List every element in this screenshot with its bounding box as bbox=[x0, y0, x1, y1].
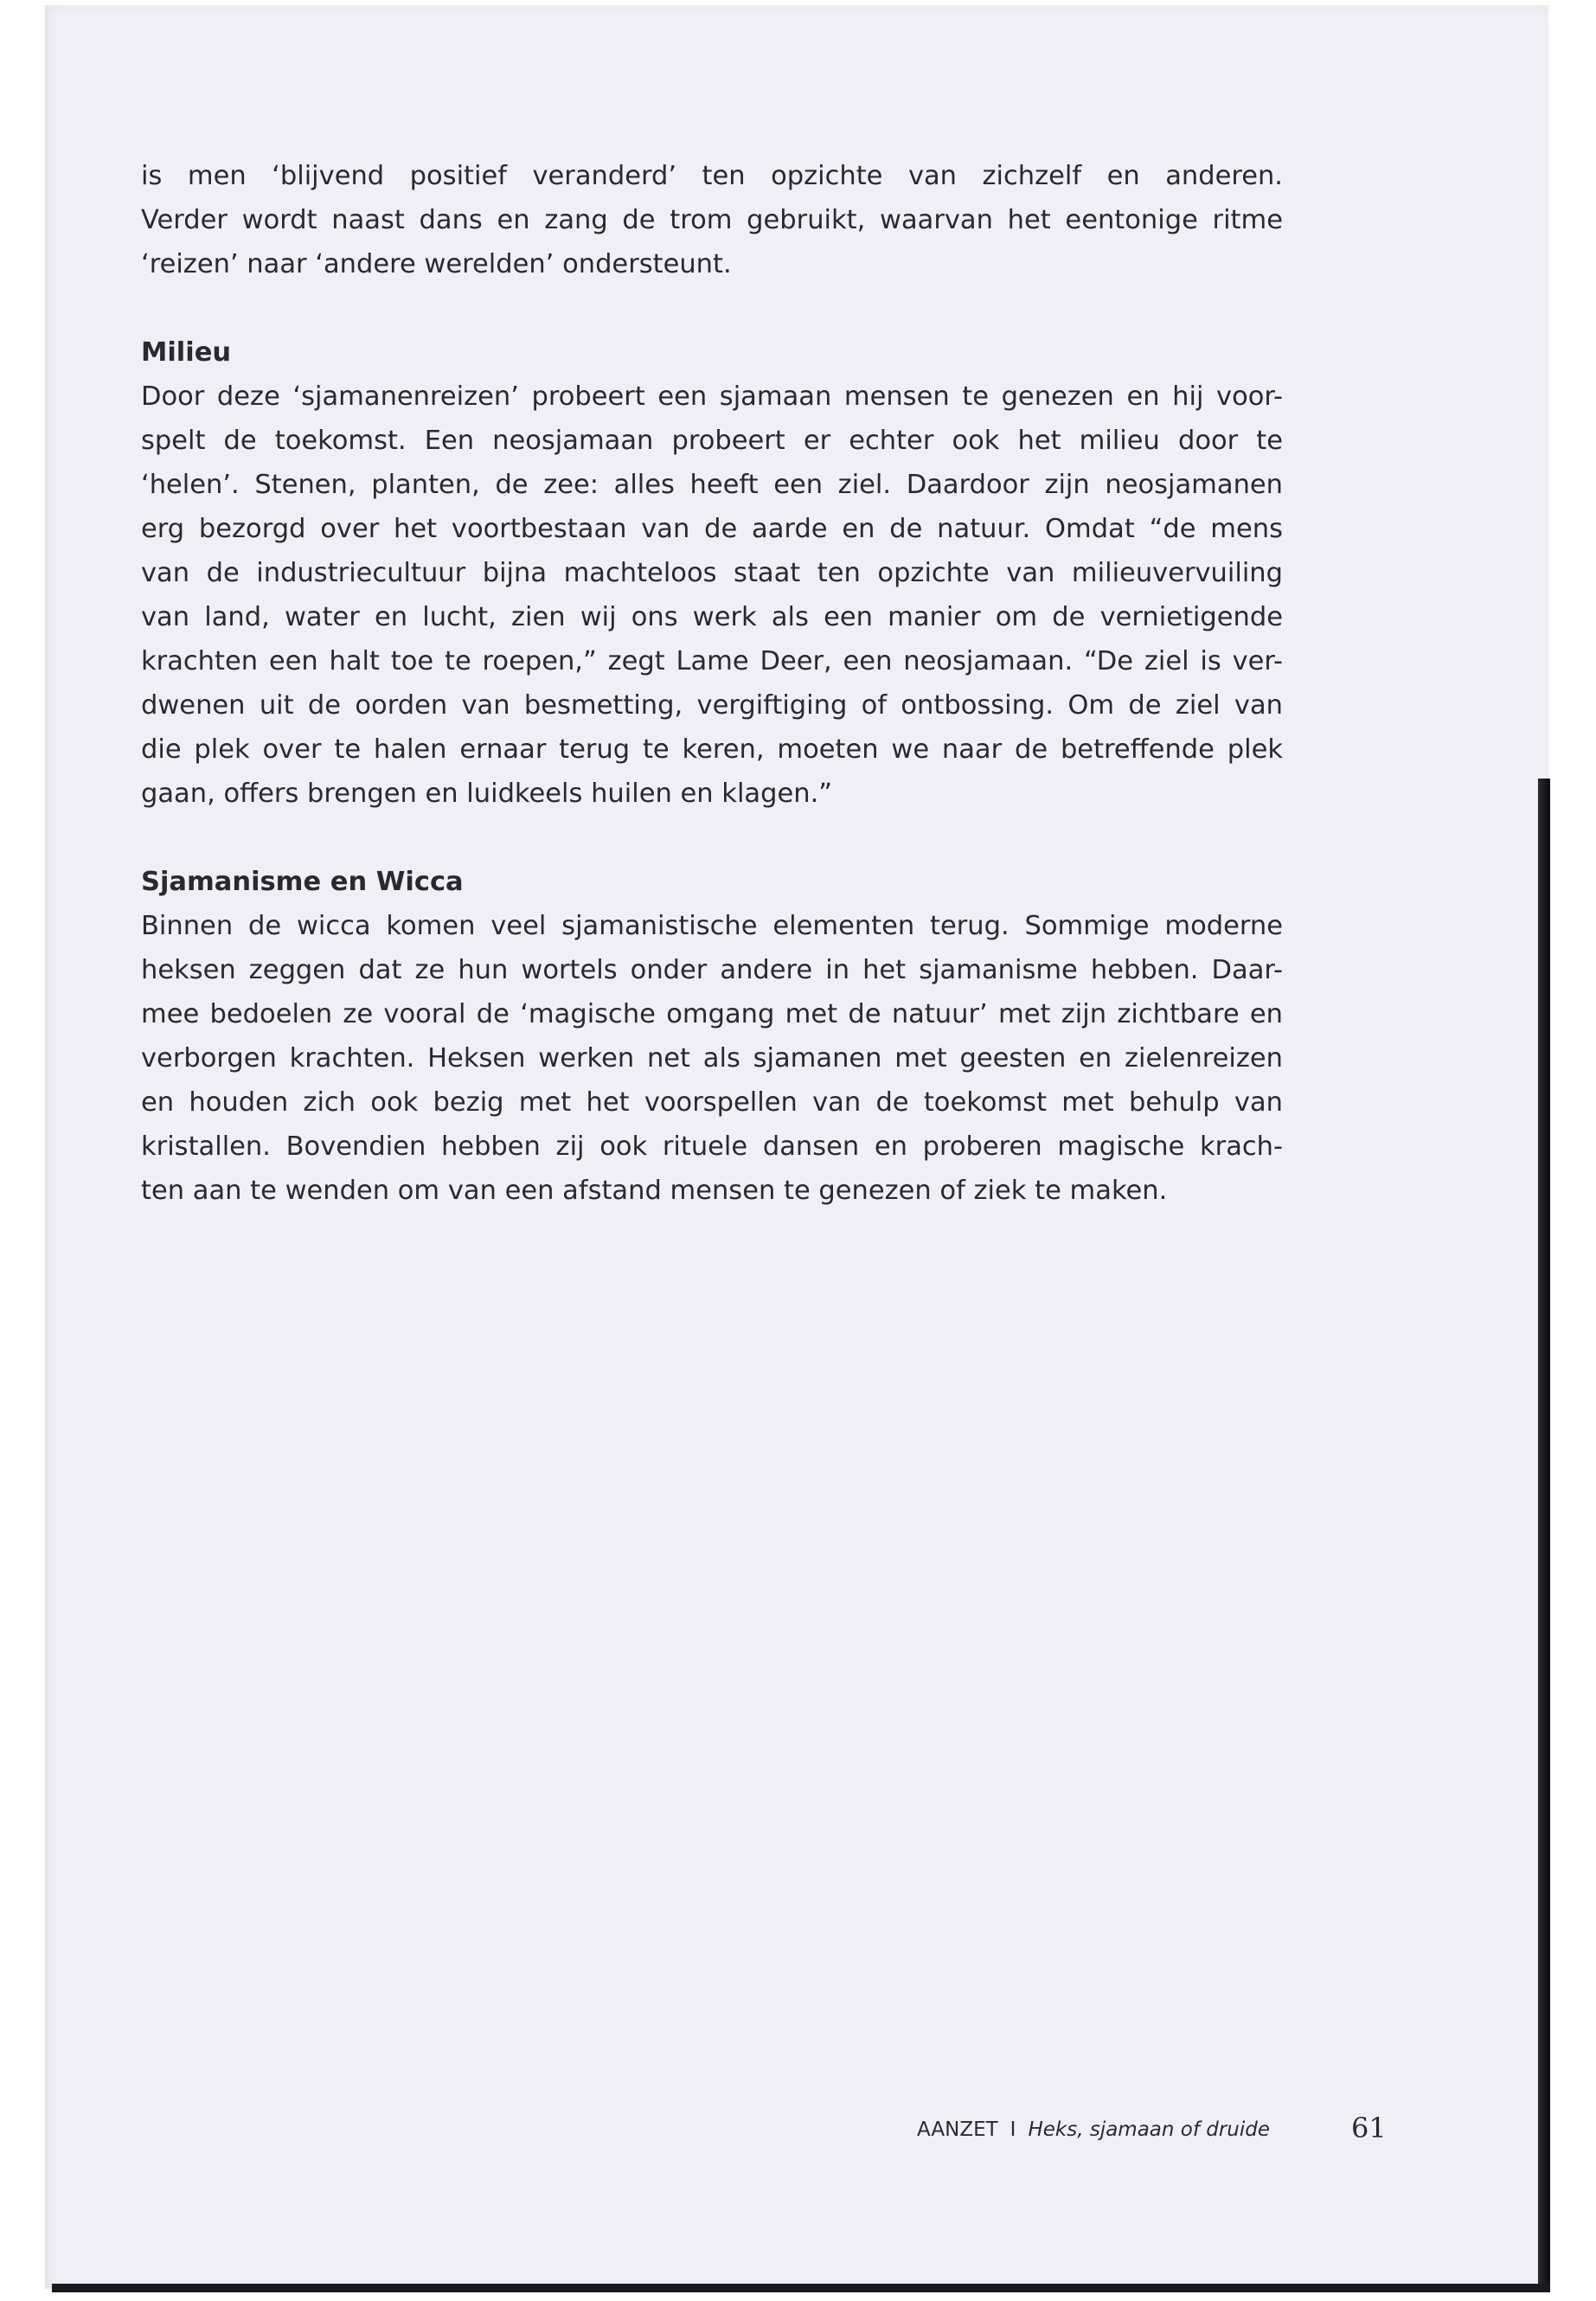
section-sjamanisme-en-wicca bbox=[141, 860, 1283, 1213]
page-number: 61 bbox=[1351, 2112, 1387, 2144]
section-paragraph bbox=[141, 904, 1283, 1213]
page-right-edge-shadow bbox=[1538, 779, 1550, 2292]
running-footer bbox=[917, 2111, 1393, 2149]
text-line: mee bedoelen ze vooral de ‘magische omgang met de natuur’ met zijn zichtbare en bbox=[141, 999, 1283, 1029]
text-line: verborgen krachten. Heksen werken net als sjamanen met geesten en zielenreizen bbox=[141, 1043, 1283, 1074]
section-milieu bbox=[141, 330, 1283, 816]
text-line: van de industriecultuur bijna machteloos staat ten opzichte van milieuvervuiling bbox=[141, 558, 1283, 588]
text-line: ten aan te wenden om van een afstand mensen te genezen of ziek te maken. bbox=[141, 1176, 1168, 1206]
text-line: van land, water en lucht, zien wij ons werk als een manier om de vernietigende bbox=[141, 602, 1283, 632]
text-line: en houden zich ook bezig met het voorspellen van de toekomst met behulp van bbox=[141, 1087, 1283, 1118]
section-heading: Sjamanisme en Wicca bbox=[141, 867, 464, 897]
intro-paragraph bbox=[141, 154, 1283, 286]
text-line: Binnen de wicca komen veel sjamanistische elementen terug. Sommige moderne bbox=[141, 911, 1283, 941]
text-line: erg bezorgd over het voortbestaan van de aarde en de natuur. Omdat “de mens bbox=[141, 514, 1283, 544]
text-line: is men ‘blijvend positief veranderd’ ten opzichte van zichzelf en anderen. bbox=[141, 161, 1283, 191]
text-line: Door deze ‘sjamanenreizen’ probeert een sjamaan mensen te genezen en hij voor- bbox=[141, 381, 1283, 412]
text-line: ‘reizen’ naar ‘andere werelden’ ondersteunt. bbox=[141, 249, 732, 279]
text-line: spelt de toekomst. Een neosjamaan probeert er echter ook het milieu door te bbox=[141, 426, 1283, 456]
body-text bbox=[141, 154, 1283, 1213]
footer-series: AANZET bbox=[917, 2118, 998, 2141]
page-bottom-edge-shadow bbox=[52, 2284, 1550, 2292]
text-line: Verder wordt naast dans en zang de trom gebruikt, waarvan het eentonige ritme bbox=[141, 205, 1283, 235]
section-heading: Milieu bbox=[141, 337, 232, 368]
text-line: heksen zeggen dat ze hun wortels onder andere in het sjamanisme hebben. Daar- bbox=[141, 955, 1283, 985]
text-line: gaan, offers brengen en luidkeels huilen en klagen.” bbox=[141, 779, 833, 809]
text-line: die plek over te halen ernaar terug te keren, moeten we naar de betreffende plek bbox=[141, 734, 1283, 765]
text-line: ‘helen’. Stenen, planten, de zee: alles heeft een ziel. Daardoor zijn neosjamanen bbox=[141, 470, 1283, 500]
footer-subtitle: Heks, sjamaan of druide bbox=[1028, 2118, 1271, 2141]
text-line: krachten een halt toe te roepen,” zegt Lame Deer, een neosjamaan. “De ziel is ver- bbox=[141, 646, 1283, 676]
text-line: kristallen. Bovendien hebben zij ook rituele dansen en proberen magische krach- bbox=[141, 1131, 1283, 1162]
footer-separator: I bbox=[1010, 2118, 1016, 2141]
section-paragraph bbox=[141, 375, 1283, 816]
text-line: dwenen uit de oorden van besmetting, vergiftiging of ontbossing. Om de ziel van bbox=[141, 690, 1283, 721]
